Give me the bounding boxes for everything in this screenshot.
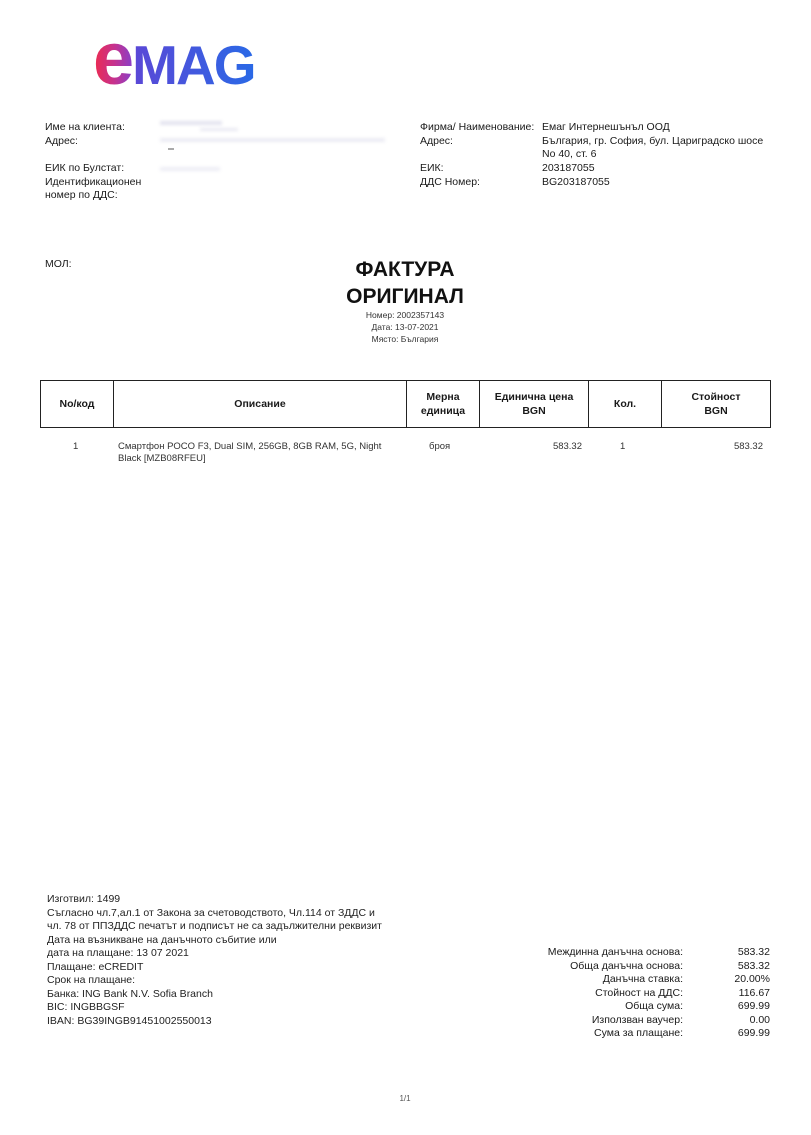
- header-unit: [407, 381, 480, 427]
- summary-value-total: 699.99: [737, 1000, 770, 1012]
- client-eik-label: ЕИК по Булстат:: [45, 162, 125, 174]
- client-address-label: Адрес:: [45, 135, 78, 147]
- summary-label-tax-base: Обща данъчна основа:: [570, 959, 683, 972]
- seller-address-line2: No 40, ст. 6: [542, 148, 597, 160]
- client-eik-redacted: [160, 167, 220, 171]
- row-price: 583.32: [552, 441, 582, 452]
- summary-value-subtotal: 583.32: [737, 946, 770, 958]
- seller-eik-label: ЕИК:: [420, 162, 444, 174]
- summary-value-vat: 116.67: [738, 986, 770, 999]
- summary-value-voucher: 0.00: [749, 1013, 770, 1026]
- seller-eik-value: 203187055: [542, 162, 595, 174]
- seller-company-label: Фирма/ Наименование:: [420, 121, 535, 133]
- client-vat-label-2: номер по ДДС:: [45, 189, 118, 201]
- invoice-subtitle: ОРИГИНАЛ: [346, 285, 464, 308]
- items-table-header: [40, 380, 771, 428]
- header-description: [114, 381, 407, 427]
- seller-address-label: Адрес:: [420, 135, 453, 147]
- header-value-label-2: BGN: [704, 405, 728, 417]
- invoice-number: Номер: 2002357143: [365, 310, 445, 320]
- seller-vat-value: BG203187055: [542, 176, 610, 188]
- header-qty-label: Кол.: [613, 398, 637, 410]
- row-value: 583.32: [733, 441, 763, 452]
- footer-prepared-by: Изготвил: 1499: [47, 893, 121, 905]
- header-price: [480, 381, 589, 427]
- header-code: [41, 381, 114, 427]
- summary-label-tax-rate: Данъчна ставка:: [602, 973, 683, 985]
- summary-labels: [548, 946, 683, 1041]
- footer-bank: Банка: ING Bank N.V. Sofia Branch: [47, 987, 213, 1000]
- summary-label-vat: Стойност на ДДС:: [595, 986, 683, 999]
- header-value: [662, 381, 770, 427]
- summary-label-voucher: Използван ваучер:: [591, 1013, 683, 1026]
- footer-legal-2: чл. 78 от ППЗДДС печатът и подписът не са задължителни реквизит: [47, 920, 382, 932]
- footer-tax-event: Дата на възникване на данъчното събитие или: [47, 933, 277, 946]
- footer-payment-term: Срок на плащане:: [47, 974, 136, 986]
- client-name-redacted: [160, 117, 240, 135]
- row-unit: броя: [429, 441, 451, 452]
- client-vat-label-1: Идентификационен: [45, 176, 142, 188]
- summary-label-subtotal: Междинна данъчна основа:: [547, 946, 683, 958]
- header-code-label: No/код: [59, 398, 95, 410]
- logo-e: e: [93, 17, 133, 100]
- logo-mag: MAG: [132, 33, 255, 96]
- seller-vat-label: ДДС Номер:: [420, 176, 480, 188]
- summary-label-amount-due: Сума за плащане:: [594, 1027, 683, 1039]
- header-price-label-1: Единична цена: [494, 391, 574, 403]
- footer-bic: BIC: INGBBGSF: [47, 1001, 125, 1013]
- client-name-label: Име на клиента:: [45, 121, 125, 133]
- header-value-label-1: Стойност: [691, 391, 741, 403]
- header-qty: [589, 381, 662, 427]
- footer-payment-date: дата на плащане: 13 07 2021: [47, 947, 189, 959]
- page-number: 1/1: [399, 1094, 411, 1103]
- header-price-label-2: BGN: [522, 405, 546, 417]
- invoice-place: Място: България: [371, 334, 439, 344]
- summary-value-tax-base: 583.32: [737, 959, 770, 972]
- seller-company-value: Емаг Интернешънъл ООД: [542, 121, 670, 133]
- summary-value-amount-due: 699.99: [737, 1027, 770, 1039]
- seller-address-line1: България, гр. София, бул. Цариградско шосе: [542, 135, 764, 147]
- footer-notes: [47, 893, 382, 1028]
- summary-values: [734, 946, 770, 1041]
- client-mol-label: МОЛ:: [45, 258, 72, 270]
- row-description-1: Смартфон POCO F3, Dual SIM, 256GB, 8GB RAM, 5G, Night: [118, 441, 382, 452]
- footer-legal-1: Съгласно чл.7,ал.1 от Закона за счетоводството, Чл.114 от ЗДДС и: [47, 906, 375, 919]
- footer-payment-method: Плащане: eCREDIT: [47, 960, 144, 973]
- row-description-2: Black [MZB08RFEU]: [118, 453, 206, 464]
- header-unit-label-1: Мерна: [426, 391, 460, 403]
- row-qty: 1: [620, 441, 626, 452]
- row-code: 1: [73, 441, 79, 452]
- summary-label-total: Обща сума:: [625, 1000, 683, 1012]
- client-address-redacted: [160, 138, 390, 158]
- summary-value-tax-rate: 20.00%: [734, 973, 770, 985]
- emag-logo: [93, 17, 255, 100]
- footer-iban: IBAN: BG39INGB91451002550013: [47, 1014, 212, 1027]
- header-description-label: Описание: [234, 398, 286, 410]
- invoice-title: ФАКТУРА: [355, 258, 455, 281]
- invoice-date: Дата: 13-07-2021: [371, 322, 439, 332]
- header-unit-label-2: единица: [420, 405, 466, 417]
